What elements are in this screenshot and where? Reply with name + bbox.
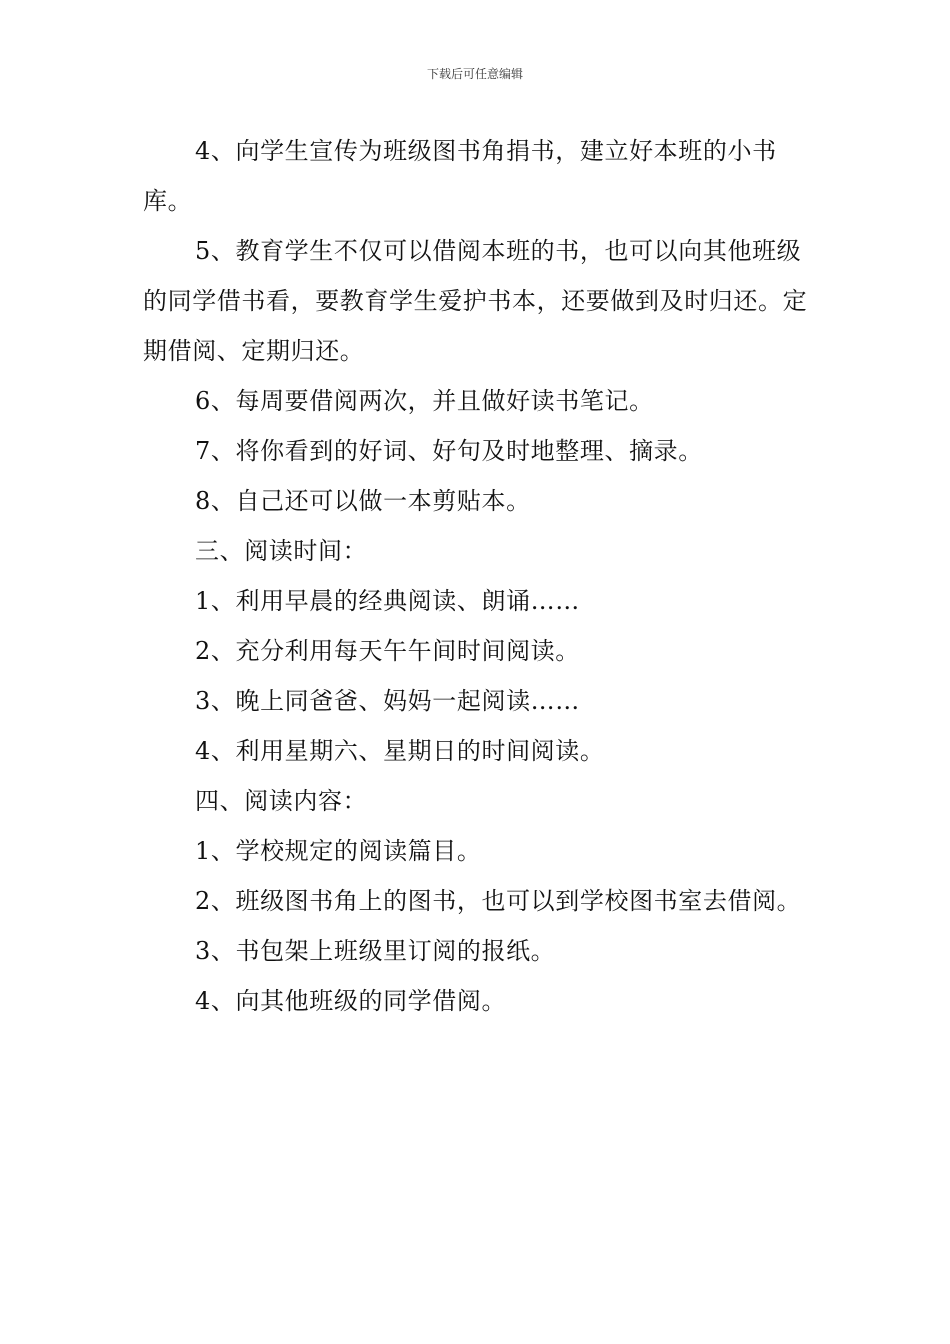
paragraph-item-7-excerpts: 7、将你看到的好词、好句及时地整理、摘录。: [195, 437, 703, 465]
paragraph-content-1: 1、学校规定的阅读篇目。: [195, 837, 482, 865]
section-heading-reading-time: 三、阅读时间：: [195, 537, 368, 565]
section-heading-reading-content: 四、阅读内容：: [195, 787, 368, 815]
page-header: 下载后可任意编辑: [426, 67, 523, 81]
document-body: [143, 126, 811, 1026]
paragraph-time-4: 4、利用星期六、星期日的时间阅读。: [195, 737, 605, 765]
paragraph-item-8-scrapbook: 8、自己还可以做一本剪贴本。: [195, 487, 531, 515]
paragraph-item-5-borrowing: 5、教育学生不仅可以借阅本班的书，也可以向其他班级的同学借书看，要教育学生爱护书本，还要做到及时归还。定期借阅、定期归还。: [143, 237, 808, 365]
paragraph-time-3: 3、晚上同爸爸、妈妈一起阅读……: [195, 687, 580, 715]
paragraph-content-4: 4、向其他班级的同学借阅。: [195, 987, 507, 1015]
paragraph-content-3: 3、书包架上班级里订阅的报纸。: [195, 937, 556, 965]
paragraph-content-2: 2、班级图书角上的图书，也可以到学校图书室去借阅。: [195, 887, 802, 915]
paragraph-item-6-weekly: 6、每周要借阅两次，并且做好读书笔记。: [195, 387, 654, 415]
paragraph-item-4-bookcorner: 4、向学生宣传为班级图书角捐书，建立好本班的小书库。: [143, 137, 777, 215]
paragraph-time-2: 2、充分利用每天午午间时间阅读。: [195, 637, 580, 665]
paragraph-time-1: 1、利用早晨的经典阅读、朗诵……: [195, 587, 580, 615]
